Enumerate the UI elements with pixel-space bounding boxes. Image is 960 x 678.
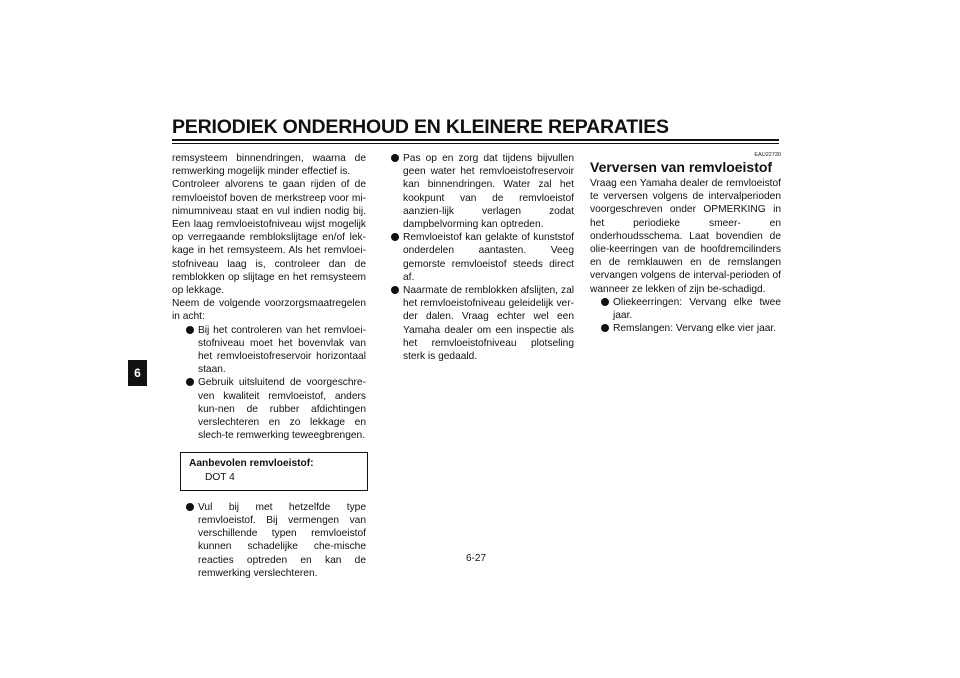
page-number: 6-27 [466,553,487,564]
chapter-tab: 6 [128,360,147,386]
column-left [172,152,366,580]
column-middle [390,152,574,363]
list-item: Bij het controleren van het remvloei-stofniveau moet het bovenvlak van het remvloeistofreservoir horizontaal staan. [185,324,366,377]
bullet-icon [391,286,399,294]
section-code: EAU22730 [754,152,781,158]
title-rule [172,139,779,141]
precaution-list-3 [390,152,574,363]
list-item: Gebruik uitsluitend de voorgeschre-ven kwaliteit remvloeistof, anders kun-nen de rubber afdichtingen verslechteren en zo lekkage en slech-te remwerking teweegbrengen. [185,376,366,442]
bullet-icon [186,503,194,511]
list-item: Naarmate de remblokken afslijten, zal het remvloeistofniveau geleidelijk ver-der dalen. Vraag echter wel een Yamaha dealer om een inspectie als het remvloeistofniveau plotseling sterk is gedaald. [390,284,574,363]
paragraph: Neem de volgende voorzorgsmaatregelen in acht: [172,298,366,323]
bullet-icon [391,154,399,162]
spec-label: Aanbevolen remvloeistof: [189,458,314,470]
list-item: Remvloeistof kan gelakte of kunststof onderdelen aantasten. Veeg gemorste remvloeistof steeds direct af. [390,231,574,284]
bullet-icon [391,233,399,241]
list-item: Remslangen: Vervang elke vier jaar. [600,322,781,335]
column-right [590,152,781,335]
section-heading: Verversen van remvloeistof [590,159,773,175]
bullet-icon [601,298,609,306]
spec-box [180,452,368,490]
bullet-icon [601,324,609,332]
paragraph: remsysteem binnendringen, waarna de remwerking mogelijk minder effectief is. [172,153,366,178]
page-title: PERIODIEK ONDERHOUD EN KLEINERE REPARATIES [172,116,669,138]
precaution-list-2 [172,501,366,580]
bullet-icon [186,326,194,334]
list-item: Oliekeerringen: Vervang elke twee jaar. [600,296,781,322]
bullet-icon [186,378,194,386]
title-rule-thin [172,143,779,144]
replacement-list [590,296,781,336]
paragraph: Controleer alvorens te gaan rijden of de remvloeistof boven de merkstreep voor mi-nimumniveau staat en vul indien nodig bij. Een laag remvloeistofniveau wijst mogelijk op verregaande remblokslijtage en/of lek-kage in het remsysteem. Als het remvloei-stofniveau laag is, controleer dan de remblokken op slijtage en het remsysteem op lekkage. [172,179,366,297]
list-item: Pas op en zorg dat tijdens bijvullen geen water het remvloeistofreservoir kan binnendringen. Water zal het kookpunt van de remvloeistof aanzien-lijk verlagen zodat dampbelvorming kan optreden. [390,152,574,231]
spec-value: DOT 4 [205,471,235,483]
precaution-list [172,324,366,443]
paragraph: Vraag een Yamaha dealer de remvloeistof te verversen volgens de intervalperioden voorgeschreven onder OPMERKING in het periodieke smeer- en onderhoudsschema. Laat bovendien de olie-keerringen van de hoofdremcilinders en de remklauwen en de remslangen vervangen volgens de interval-perioden of wanneer ze lekken of zijn be-schadigd. [590,178,781,295]
list-item: Vul bij met hetzelfde type remvloeistof. Bij vermengen van verschillende typen remvloeistof kunnen schadelijke che-mische reacties optreden en kan de remwerking verslechteren. [185,501,366,580]
